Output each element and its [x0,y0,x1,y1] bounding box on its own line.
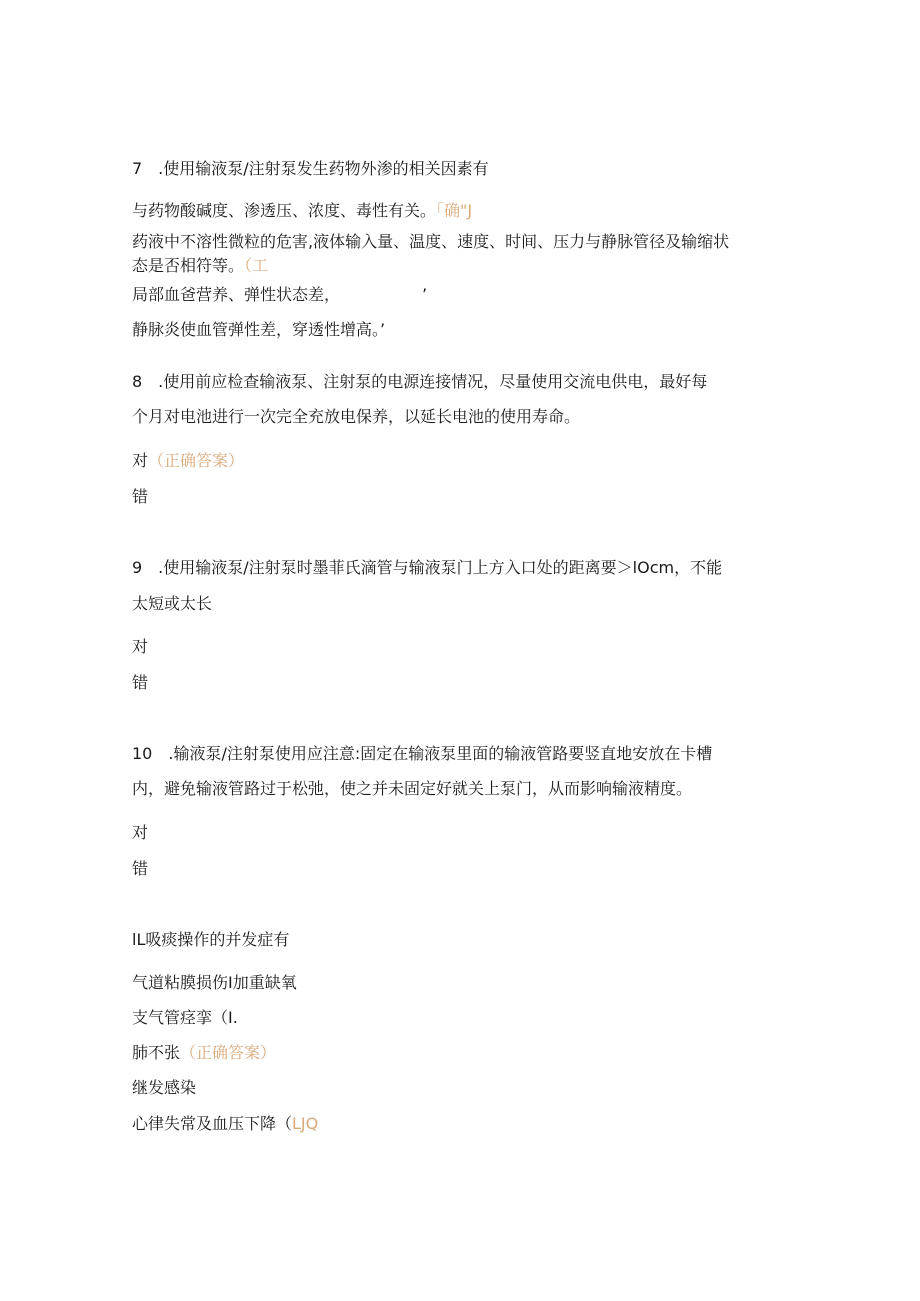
question-10-title-line-1: 10 .输液泵/注射泵使用应注意:固定在输液泵里面的输液管路要竖直地安放在卡槽 [132,744,713,763]
question-10-title-line-2: 内，避免输液管路过于松弛，使之并未固定好就关上泵门，从而影响输液精度。 [132,779,693,798]
answer-mark: LJQ [292,1114,319,1133]
answer-mark: 「确"J [436,201,473,220]
question-8-option-false[interactable]: 错 [132,487,149,506]
answer-mark: （正确答案） [180,1043,277,1062]
question-11-title: lL吸痰操作的并发症有 [132,930,290,949]
question-7-title: 7 .使用输液泵/注射泵发生药物外渗的相关因素有 [132,159,489,178]
stray-mark: ’ [422,285,428,304]
option-text: 心律失常及血压下降（ [132,1114,293,1133]
option-text: 态是否相符等。 [132,256,245,275]
question-8-title-line-2: 个月对电池进行一次完全充放电保养，以延长电池的使用寿命。 [132,407,581,426]
question-9-title-line-2: 太短或太长 [132,594,213,613]
question-11-option-1[interactable]: 气道粘膜损伤I加重缺氧 [132,973,297,992]
question-11-option-3[interactable] [132,1042,276,1064]
option-text: 对 [132,451,149,470]
question-10-option-false[interactable]: 错 [132,859,149,878]
answer-mark: （正确答案） [148,451,245,470]
question-11-option-4[interactable]: 继发感染 [132,1078,197,1097]
question-10-option-true[interactable]: 对 [132,823,149,842]
question-8-title-line-1: 8 .使用前应检查输液泵、注射泵的电源连接情况，尽量使用交流电供电，最好每 [132,372,708,391]
question-7-option-3[interactable] [132,284,428,306]
question-7-option-1[interactable] [132,200,472,222]
option-text: 肺不张 [132,1043,181,1062]
question-9-title-line-1: 9 .使用输液泵/注射泵时墨菲氏滴管与输液泵门上方入口处的距离要＞lOcm，不能 [132,558,723,577]
question-11-option-2[interactable]: 支气管痉挛（I. [132,1008,238,1027]
answer-mark: （工 [244,256,269,275]
question-9-option-false[interactable]: 错 [132,673,149,692]
question-11-option-5[interactable] [132,1113,318,1135]
question-7-option-2-line-2[interactable] [132,255,268,277]
question-8-option-true[interactable] [132,450,244,472]
question-7-option-2-line-1[interactable]: 药液中不溶性微粒的危害,液体输入量、温度、速度、时间、压力与静脉管径及输缩状 [132,232,730,251]
option-text: 与药物酸碱度、渗透压、浓度、毒性有关。 [132,201,437,220]
option-text: 局部血爸营养、弹性状态差， [132,285,341,304]
question-9-option-true[interactable]: 对 [132,637,149,656]
question-7-option-4[interactable]: 静脉炎使血管弹性差，穿透性增高。’ [132,320,386,339]
